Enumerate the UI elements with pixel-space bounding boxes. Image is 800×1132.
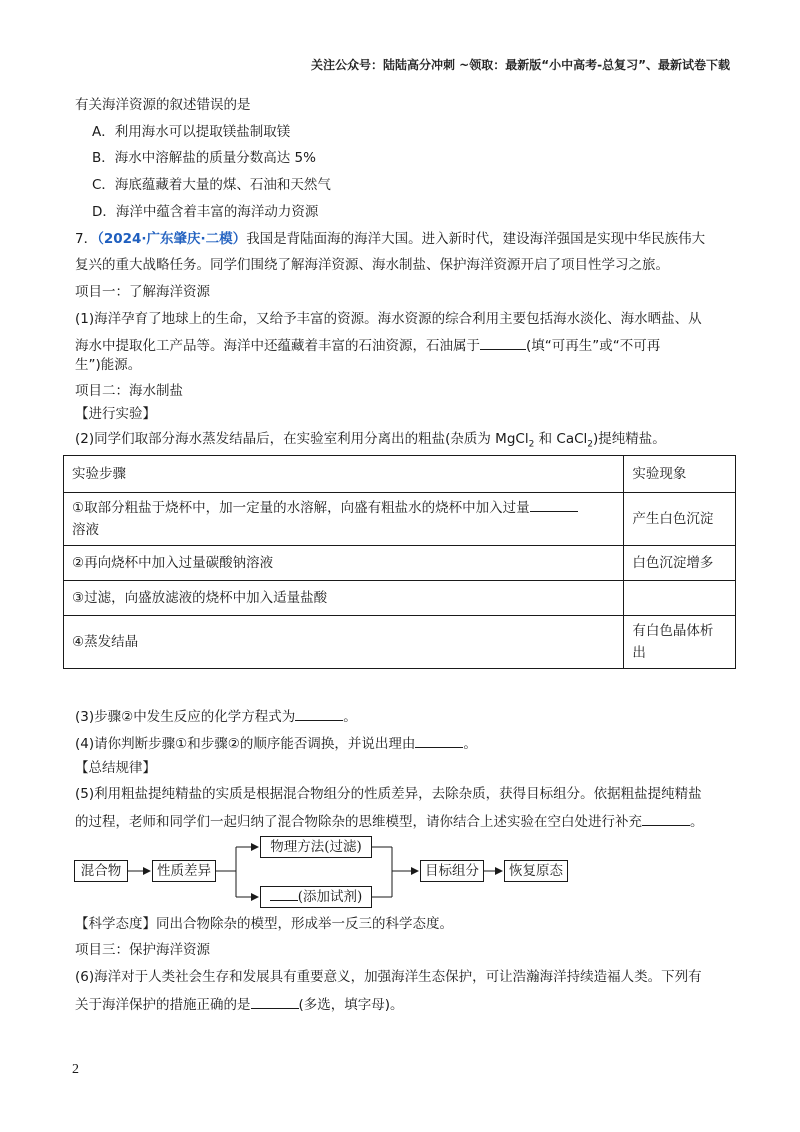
part6-text: 关于海洋保护的措施正确的是 <box>75 997 251 1013</box>
answer-blank-5[interactable] <box>642 811 690 826</box>
answer-blank-1[interactable] <box>480 335 526 350</box>
table-header-cell: 实验步骤 <box>64 456 624 493</box>
table-row <box>64 493 736 546</box>
page-header: 关注公众号：陆陆高分冲刺 ~领取：最新版“小中高考-总复习”、最新试卷下载 <box>311 58 730 72</box>
table-header-cell: 实验现象 <box>624 456 736 493</box>
page-number: 2 <box>72 1062 79 1077</box>
table-cell-phenomenon: 白色沉淀增多 <box>624 546 736 581</box>
part1-line2 <box>75 335 660 356</box>
part1-line3: 生”)能源。 <box>75 357 142 373</box>
table-cell-phenomenon <box>624 616 736 669</box>
part2-line <box>75 429 666 455</box>
summary-tag: 【总结规律】 <box>75 760 156 776</box>
part6-line1: (6)海洋对于人类社会生存和发展具有重要意义，加强海洋生态保护，可让浩瀚海洋持续造福人类。下列有 <box>75 969 702 985</box>
part2-text-c: )提纯精盐。 <box>593 431 666 447</box>
project-one-title: 项目一：了解海洋资源 <box>75 284 210 300</box>
box-mixture: 混合物 <box>74 860 128 882</box>
q7-intro-line1 <box>75 229 705 249</box>
table-cell-phenomenon <box>624 581 736 616</box>
separation-model-diagram <box>74 833 574 913</box>
part5-end: 。 <box>690 814 704 830</box>
table-cell-step <box>64 493 624 546</box>
part3-line <box>75 706 357 727</box>
part2-text: (2)同学们取部分海水蒸发结晶后，在实验室利用分离出的粗盐(杂质为 MgCl <box>75 431 529 447</box>
table-row <box>64 616 736 669</box>
part1-text-cont: (填“可再生”或“不可再 <box>526 338 661 354</box>
box-property-difference: 性质差异 <box>152 860 216 882</box>
question-stem: 有关海洋资源的叙述错误的是 <box>75 97 251 113</box>
question-number: 7． <box>75 231 98 247</box>
part5-line1: (5)利用粗盐提纯精盐的实质是根据混合物组分的性质差异，去除杂质，获得目标组分。依据粗盐提纯精盐 <box>75 786 702 802</box>
table-cell-step: ②再向烧杯中加入过量碳酸钠溶液 <box>64 546 624 581</box>
table-header-row <box>64 456 736 493</box>
attitude-line: 【科学态度】同出合物除杂的模型，形成举一反三的科学态度。 <box>75 916 453 932</box>
part6-end: (多选，填字母)。 <box>298 997 404 1013</box>
answer-blank-6[interactable] <box>270 887 298 901</box>
phenomenon-text-cont: 出 <box>632 645 646 661</box>
chemical-method-label: (添加试剂) <box>297 889 363 905</box>
project-two-title: 项目二：海水制盐 <box>75 383 183 399</box>
experiment-tag: 【进行实验】 <box>75 406 156 422</box>
answer-blank-2[interactable] <box>530 497 578 512</box>
box-chemical-method <box>260 886 372 908</box>
step-text: ①取部分粗盐于烧杯中，加一定量的水溶解，向盛有粗盐水的烧杯中加入过量 <box>72 500 530 516</box>
subscript: 2 <box>587 439 594 450</box>
answer-blank-4[interactable] <box>415 733 463 748</box>
answer-blank-7[interactable] <box>251 994 299 1009</box>
table-cell-step: ④蒸发结晶 <box>64 616 624 669</box>
question-source: （2024·广东肇庆·二模） <box>97 231 247 247</box>
table-cell-step: ③过滤，向盛放滤液的烧杯中加入适量盐酸 <box>64 581 624 616</box>
table-cell-phenomenon: 产生白色沉淀 <box>624 493 736 546</box>
part4-line <box>75 733 477 754</box>
part1-text: 海水中提取化工产品等。海洋中还蕴藏着丰富的石油资源，石油属于 <box>75 338 480 354</box>
part3-text: (3)步骤②中发生反应的化学方程式为 <box>75 709 296 725</box>
step-text-cont: 溶液 <box>72 522 99 538</box>
q7-intro-text: 我国是背陆面海的海洋大国。进入新时代，建设海洋强国是实现中华民族伟大 <box>246 231 706 247</box>
option-c: C．海底蕴藏着大量的煤、石油和天然气 <box>92 177 331 193</box>
phenomenon-text: 有白色晶体析 <box>632 623 714 639</box>
part5-text: 的过程，老师和同学们一起归纳了混合物除杂的思维模型，请你结合上述实验在空白处进行补充 <box>75 814 642 830</box>
part4-end: 。 <box>463 736 477 752</box>
box-target-component: 目标组分 <box>420 860 484 882</box>
part4-text: (4)请你判断步骤①和步骤②的顺序能否调换，并说出理由 <box>75 736 416 752</box>
option-d: D．海洋中蕴含着丰富的海洋动力资源 <box>92 204 319 220</box>
part5-line2 <box>75 811 704 832</box>
table-row <box>64 546 736 581</box>
subscript: 2 <box>528 439 535 450</box>
part2-text-b: 和 CaCl <box>534 431 588 447</box>
part6-line2 <box>75 994 404 1015</box>
experiment-table <box>63 455 736 669</box>
option-a: A．利用海水可以提取镁盐制取镁 <box>92 124 291 140</box>
option-b: B．海水中溶解盐的质量分数高达 5% <box>92 150 316 166</box>
project-three-title: 项目三：保护海洋资源 <box>75 942 210 958</box>
box-restore: 恢复原态 <box>504 860 568 882</box>
part1-line1: (1)海洋孕育了地球上的生命，又给予丰富的资源。海水资源的综合利用主要包括海水淡化、海水晒盐、从 <box>75 311 702 327</box>
answer-blank-3[interactable] <box>295 706 343 721</box>
part3-end: 。 <box>343 709 357 725</box>
q7-intro-line2: 复兴的重大战略任务。同学们围绕了解海洋资源、海水制盐、保护海洋资源开启了项目性学习之旅。 <box>75 257 669 273</box>
table-row <box>64 581 736 616</box>
box-physical-method: 物理方法(过滤) <box>260 836 372 858</box>
